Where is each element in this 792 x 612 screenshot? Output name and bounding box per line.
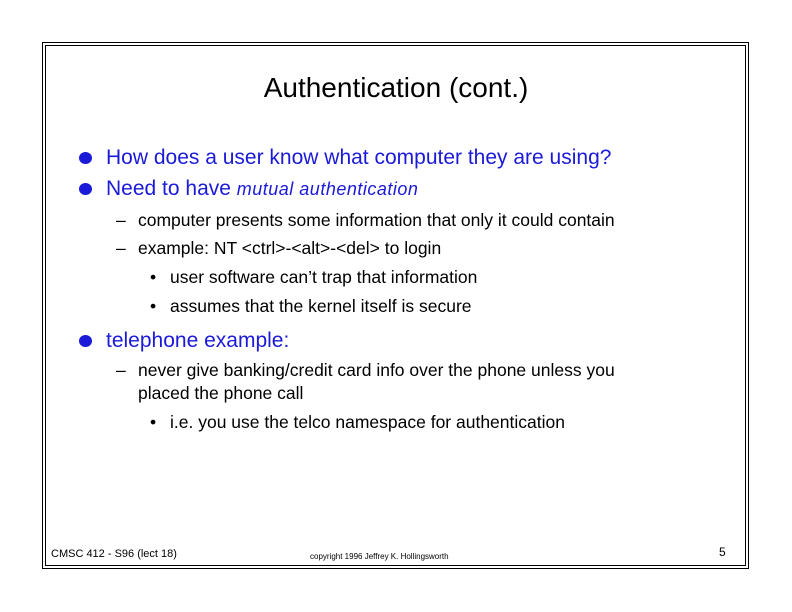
bullet-item bbox=[106, 176, 418, 202]
page-number: 5 bbox=[719, 545, 726, 559]
bullet-marker: • bbox=[150, 296, 157, 316]
bullet-marker: • bbox=[150, 412, 157, 432]
sub-bullet-item bbox=[116, 237, 442, 259]
sub-bullet-item bbox=[116, 359, 615, 381]
bullet-dot-icon bbox=[79, 335, 92, 347]
sub-bullet-text: computer presents some information that only it could contain bbox=[138, 210, 615, 230]
bullet-text: telephone example: bbox=[106, 329, 290, 352]
sub-bullet-item bbox=[116, 209, 615, 231]
copyright-text: copyright 1996 Jeffrey K. Hollingsworth bbox=[310, 552, 449, 561]
bullet-text: How does a user know what computer they are using? bbox=[106, 146, 612, 169]
bullet-marker: • bbox=[150, 267, 157, 287]
dash-marker: – bbox=[116, 238, 126, 258]
dash-marker: – bbox=[116, 360, 126, 380]
bullet-emphasis: mutual authentication bbox=[236, 179, 419, 199]
dash-marker: – bbox=[116, 210, 126, 230]
course-label: CMSC 412 - S96 (lect 18) bbox=[51, 548, 177, 560]
sub-sub-bullet-text: i.e. you use the telco namespace for authentication bbox=[170, 412, 565, 432]
bullet-item bbox=[106, 145, 611, 171]
bullet-dot-icon bbox=[79, 152, 92, 164]
sub-bullet-continuation bbox=[138, 382, 303, 404]
sub-sub-bullet-item bbox=[150, 266, 478, 288]
sub-sub-bullet-text: user software can’t trap that information bbox=[170, 267, 478, 287]
slide-title: Authentication (cont.) bbox=[263, 72, 529, 103]
sub-sub-bullet-item bbox=[150, 295, 472, 317]
sub-bullet-text: example: NT <ctrl>-<alt>-<del> to login bbox=[138, 238, 442, 258]
sub-sub-bullet-text: assumes that the kernel itself is secure bbox=[170, 296, 472, 316]
bullet-item bbox=[106, 328, 289, 354]
bullet-text: Need to have bbox=[106, 177, 237, 200]
sub-bullet-text: never give banking/credit card info over the phone unless you bbox=[138, 360, 615, 380]
sub-bullet-text: placed the phone call bbox=[138, 383, 304, 403]
bullet-dot-icon bbox=[79, 183, 92, 195]
sub-sub-bullet-item bbox=[150, 411, 565, 433]
